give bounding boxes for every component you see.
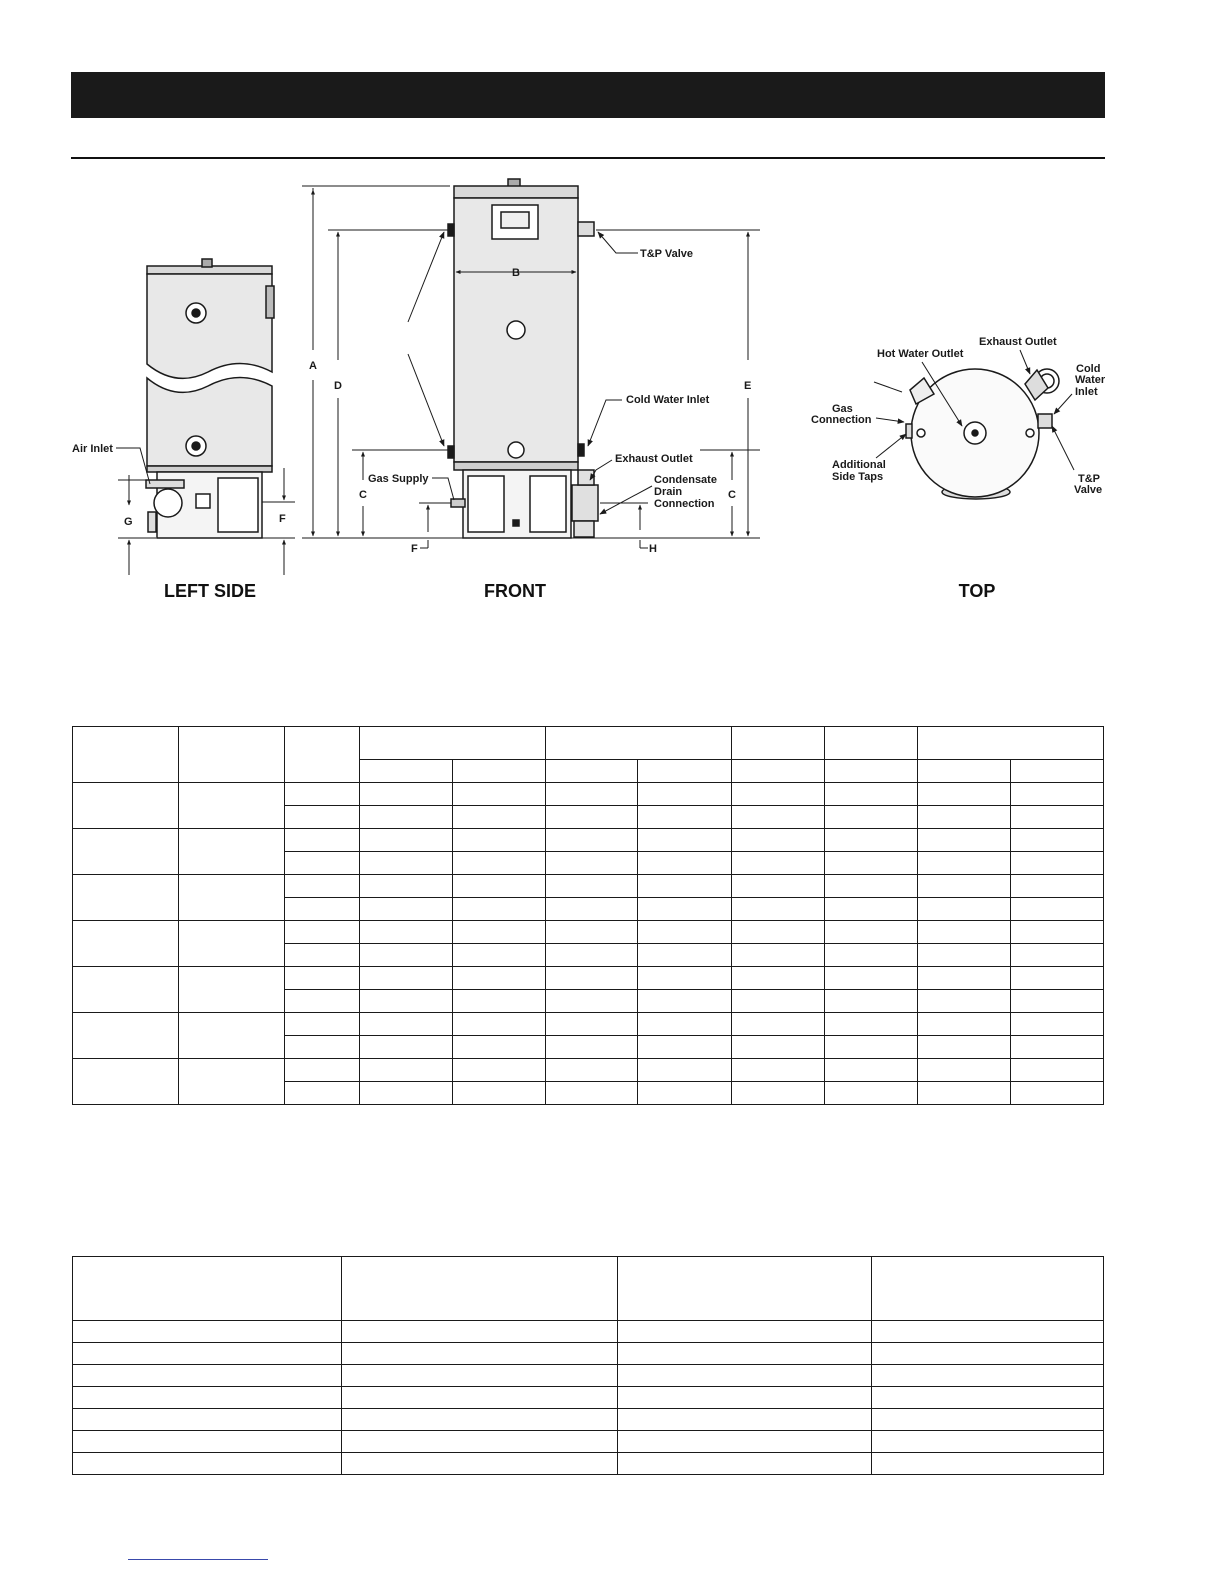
air-inlet-fitting — [154, 489, 182, 517]
table-cell — [546, 852, 638, 875]
table-cell — [638, 1013, 731, 1036]
table-cell — [618, 1409, 872, 1431]
table-row — [73, 1013, 1104, 1036]
table-cell — [546, 875, 638, 898]
table-cell — [824, 783, 917, 806]
header-cell — [73, 727, 179, 783]
air-inlet-label: Air Inlet — [72, 443, 113, 455]
subheader-cell — [917, 760, 1010, 783]
table-cell — [824, 1013, 917, 1036]
table-cell — [1010, 783, 1103, 806]
condensate-label-3: Connection — [654, 498, 715, 510]
top-view — [874, 350, 1074, 499]
table-cell — [917, 1059, 1010, 1082]
table-cell — [341, 1365, 618, 1387]
header-cell — [824, 727, 917, 760]
table-cell — [731, 1013, 824, 1036]
hot-water-outlet-label: Hot Water Outlet — [877, 348, 964, 360]
table-cell — [638, 783, 731, 806]
front-view — [302, 179, 760, 548]
subheader-cell — [360, 760, 453, 783]
table-cell — [546, 967, 638, 990]
dim-letter-f-front: F — [411, 543, 418, 555]
table-cell — [638, 1082, 731, 1105]
table-cell — [546, 1013, 638, 1036]
header-cell — [285, 727, 360, 783]
top-tp-label-1: T&P — [1078, 473, 1100, 485]
table-cell — [731, 967, 824, 990]
table-cell — [285, 875, 360, 898]
table-cell — [546, 1036, 638, 1059]
table-cell — [872, 1409, 1104, 1431]
model-cell — [179, 829, 285, 875]
top-caption: TOP — [958, 581, 996, 601]
table-cell — [824, 1082, 917, 1105]
gas-header-row — [73, 1257, 1104, 1321]
table-cell — [1010, 1059, 1103, 1082]
model-cell — [73, 783, 179, 829]
table-cell — [1010, 1082, 1103, 1105]
table-cell — [453, 852, 546, 875]
header-cell — [872, 1257, 1104, 1321]
table-cell — [731, 852, 824, 875]
table-cell — [917, 898, 1010, 921]
table-cell — [731, 783, 824, 806]
header-cell — [546, 727, 731, 760]
table-cell — [360, 944, 453, 967]
condensate-label-2: Drain — [654, 486, 683, 498]
table-cell — [638, 898, 731, 921]
table-cell — [731, 990, 824, 1013]
model-cell — [179, 783, 285, 829]
header-cell — [618, 1257, 872, 1321]
table-row — [73, 1365, 1104, 1387]
tp-valve-label: T&P Valve — [640, 248, 693, 260]
table-cell — [638, 875, 731, 898]
table-cell — [546, 829, 638, 852]
table-cell — [917, 990, 1010, 1013]
table-cell — [285, 921, 360, 944]
dim-letter-d: D — [334, 380, 342, 392]
table-cell — [731, 921, 824, 944]
top-tp-label-2: Valve — [1074, 484, 1103, 496]
table-cell — [285, 806, 360, 829]
table-cell — [917, 1036, 1010, 1059]
cold-water-inlet-label: Cold Water Inlet — [626, 394, 710, 406]
table-cell — [546, 921, 638, 944]
table-cell — [546, 1082, 638, 1105]
table-cell — [1010, 898, 1103, 921]
model-cell — [179, 921, 285, 967]
footer-link-underline[interactable] — [128, 1559, 268, 1560]
gas-connection-label-1: Gas — [832, 403, 853, 415]
table-cell — [360, 1059, 453, 1082]
table-cell — [285, 1013, 360, 1036]
table-cell — [360, 967, 453, 990]
table-cell — [917, 1082, 1010, 1105]
table-cell — [285, 829, 360, 852]
table-cell — [638, 1036, 731, 1059]
table-row — [73, 967, 1104, 990]
table-row — [73, 1409, 1104, 1431]
table-cell — [73, 1365, 342, 1387]
table-cell — [618, 1431, 872, 1453]
dim-letter-g: G — [124, 516, 133, 528]
model-cell — [73, 829, 179, 875]
gas-requirements-table — [72, 1256, 1104, 1475]
table-cell — [73, 1343, 342, 1365]
table-cell — [618, 1365, 872, 1387]
exhaust-outlet-label: Exhaust Outlet — [615, 453, 693, 465]
table-cell — [731, 1059, 824, 1082]
table-cell — [453, 829, 546, 852]
table-cell — [341, 1409, 618, 1431]
dim-letter-c-front: C — [359, 489, 367, 501]
table-cell — [1010, 944, 1103, 967]
table-cell — [917, 944, 1010, 967]
front-lower-port — [508, 442, 524, 458]
table-cell — [546, 1059, 638, 1082]
table-cell — [618, 1321, 872, 1343]
subheader-cell — [638, 760, 731, 783]
left-side-view — [116, 259, 295, 575]
table-cell — [638, 921, 731, 944]
table-cell — [824, 921, 917, 944]
table-cell — [341, 1387, 618, 1409]
side-taps-label-2: Side Taps — [832, 471, 884, 483]
table-cell — [872, 1387, 1104, 1409]
dimensions-table — [72, 726, 1104, 1105]
table-cell — [360, 1013, 453, 1036]
side-taps-label-1: Additional — [832, 459, 886, 471]
table-cell — [285, 898, 360, 921]
table-cell — [360, 806, 453, 829]
front-tank-top-cap — [454, 186, 578, 198]
subheader-cell — [824, 760, 917, 783]
table-row — [73, 829, 1104, 852]
table-cell — [546, 806, 638, 829]
table-cell — [73, 1387, 342, 1409]
table-cell — [285, 990, 360, 1013]
table-cell — [917, 921, 1010, 944]
table-cell — [917, 783, 1010, 806]
table-row — [73, 1343, 1104, 1365]
table-row — [73, 875, 1104, 898]
table-cell — [872, 1431, 1104, 1453]
top-exhaust-outlet-label: Exhaust Outlet — [979, 336, 1057, 348]
dim-letter-b: B — [512, 267, 520, 279]
subheader-cell — [546, 760, 638, 783]
subheader-cell — [1010, 760, 1103, 783]
table-cell — [285, 852, 360, 875]
table-cell — [453, 1059, 546, 1082]
table-row — [73, 1453, 1104, 1475]
gas-supply-label: Gas Supply — [368, 473, 429, 485]
table-cell — [285, 1059, 360, 1082]
table-cell — [872, 1365, 1104, 1387]
table-cell — [546, 783, 638, 806]
table-row — [73, 921, 1104, 944]
dim-letter-h: H — [649, 543, 657, 555]
table-cell — [453, 806, 546, 829]
table-cell — [453, 967, 546, 990]
header-cell — [341, 1257, 618, 1321]
table-cell — [731, 806, 824, 829]
header-cell — [179, 727, 285, 783]
table-cell — [341, 1343, 618, 1365]
table-cell — [824, 1059, 917, 1082]
table-cell — [453, 1036, 546, 1059]
table-cell — [917, 875, 1010, 898]
table-cell — [360, 852, 453, 875]
table-cell — [638, 806, 731, 829]
table-cell — [1010, 1013, 1103, 1036]
model-cell — [179, 875, 285, 921]
table-cell — [824, 967, 917, 990]
table-cell — [824, 990, 917, 1013]
table-cell — [824, 1036, 917, 1059]
left-tank-upper — [147, 274, 272, 378]
exhaust-fitting — [572, 485, 598, 521]
left-tank-lower — [147, 378, 272, 467]
table-cell — [824, 829, 917, 852]
table-cell — [824, 898, 917, 921]
front-center-port — [507, 321, 525, 339]
table-cell — [73, 1431, 342, 1453]
dim-letter-c-right: C — [728, 489, 736, 501]
table-cell — [546, 990, 638, 1013]
dim-header-row — [73, 727, 1104, 760]
table-cell — [1010, 852, 1103, 875]
table-cell — [73, 1453, 342, 1475]
table-cell — [917, 829, 1010, 852]
table-cell — [453, 898, 546, 921]
dim-letter-a: A — [309, 360, 317, 372]
gas-connection-label-2: Connection — [811, 414, 872, 426]
table-cell — [453, 1013, 546, 1036]
model-cell — [179, 1013, 285, 1059]
table-cell — [285, 944, 360, 967]
table-cell — [360, 829, 453, 852]
left-side-caption: LEFT SIDE — [163, 581, 256, 601]
header-cell — [73, 1257, 342, 1321]
table-cell — [360, 898, 453, 921]
table-cell — [917, 806, 1010, 829]
header-cell — [731, 727, 824, 760]
table-cell — [360, 875, 453, 898]
table-cell — [453, 944, 546, 967]
table-cell — [1010, 1036, 1103, 1059]
model-cell — [179, 967, 285, 1013]
table-cell — [731, 875, 824, 898]
table-cell — [824, 852, 917, 875]
table-row — [73, 1321, 1104, 1343]
table-cell — [341, 1431, 618, 1453]
header-cell — [360, 727, 546, 760]
table-cell — [731, 1082, 824, 1105]
table-cell — [453, 783, 546, 806]
subheader-cell — [731, 760, 824, 783]
table-cell — [824, 806, 917, 829]
table-row — [73, 1387, 1104, 1409]
table-cell — [638, 990, 731, 1013]
table-cell — [638, 1059, 731, 1082]
table-cell — [824, 944, 917, 967]
table-cell — [1010, 829, 1103, 852]
table-cell — [731, 898, 824, 921]
table-cell — [1010, 806, 1103, 829]
subheader-cell — [453, 760, 546, 783]
table-cell — [638, 852, 731, 875]
table-cell — [285, 783, 360, 806]
table-cell — [285, 967, 360, 990]
table-row — [73, 1059, 1104, 1082]
table-cell — [872, 1321, 1104, 1343]
model-cell — [73, 921, 179, 967]
gas-supply-pipe — [451, 499, 465, 507]
table-cell — [360, 990, 453, 1013]
table-cell — [453, 921, 546, 944]
table-cell — [453, 875, 546, 898]
table-cell — [73, 1321, 342, 1343]
table-cell — [638, 967, 731, 990]
top-cold-label-1: Cold — [1076, 363, 1101, 375]
table-cell — [618, 1453, 872, 1475]
model-cell — [73, 1013, 179, 1059]
table-row — [73, 783, 1104, 806]
table-cell — [360, 1082, 453, 1105]
table-cell — [360, 783, 453, 806]
table-cell — [360, 1036, 453, 1059]
table-cell — [1010, 990, 1103, 1013]
table-cell — [917, 852, 1010, 875]
table-cell — [285, 1082, 360, 1105]
table-row — [73, 1431, 1104, 1453]
table-cell — [618, 1387, 872, 1409]
table-cell — [1010, 921, 1103, 944]
front-caption: FRONT — [484, 581, 546, 601]
table-cell — [872, 1343, 1104, 1365]
table-cell — [546, 944, 638, 967]
table-cell — [731, 944, 824, 967]
table-cell — [618, 1343, 872, 1365]
table-cell — [917, 967, 1010, 990]
table-cell — [1010, 875, 1103, 898]
model-cell — [73, 967, 179, 1013]
top-cold-label-2: Water — [1075, 374, 1106, 386]
table-cell — [341, 1453, 618, 1475]
condensate-label-1: Condensate — [654, 474, 717, 486]
front-tp-valve — [578, 222, 594, 236]
table-cell — [341, 1321, 618, 1343]
table-cell — [638, 944, 731, 967]
table-cell — [73, 1409, 342, 1431]
model-cell — [73, 1059, 179, 1105]
table-cell — [285, 1036, 360, 1059]
table-cell — [453, 1082, 546, 1105]
table-cell — [638, 829, 731, 852]
table-cell — [453, 990, 546, 1013]
table-cell — [1010, 967, 1103, 990]
table-cell — [360, 921, 453, 944]
model-cell — [179, 1059, 285, 1105]
table-cell — [546, 898, 638, 921]
dim-letter-e: E — [744, 380, 752, 392]
table-cell — [917, 1013, 1010, 1036]
table-cell — [731, 829, 824, 852]
table-cell — [731, 1036, 824, 1059]
top-cold-label-3: Inlet — [1075, 386, 1098, 398]
dimension-drawing — [0, 0, 1224, 620]
header-cell — [917, 727, 1103, 760]
table-cell — [824, 875, 917, 898]
dim-letter-f-left: F — [279, 513, 286, 525]
table-cell — [872, 1453, 1104, 1475]
model-cell — [73, 875, 179, 921]
